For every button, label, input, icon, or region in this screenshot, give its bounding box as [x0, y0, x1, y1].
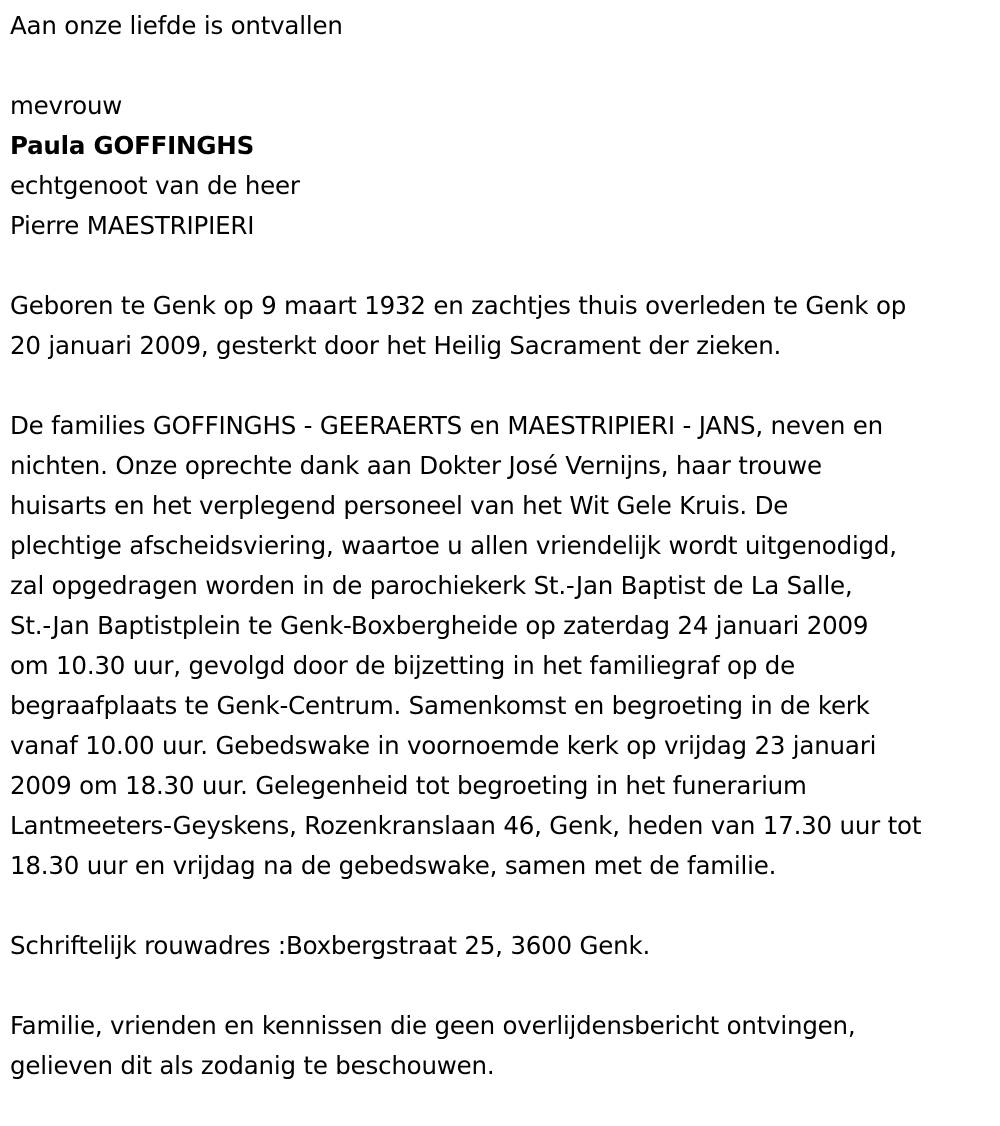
- spouse-label: echtgenoot van de heer: [10, 171, 300, 200]
- family-line: zal opgedragen worden in de parochiekerk St.-Jan Baptist de La Salle,: [10, 571, 853, 600]
- obituary-notice: [10, 6, 995, 1086]
- birth-death-line: Geboren te Genk op 9 maart 1932 en zachtjes thuis overleden te Genk op: [10, 291, 907, 320]
- family-line: begraafplaats te Genk-Centrum. Samenkomst en begroeting in de kerk: [10, 691, 870, 720]
- family-line: De families GOFFINGHS - GEERAERTS en MAESTRIPIERI - JANS, neven en: [10, 411, 883, 440]
- deceased-name: Paula GOFFINGHS: [10, 131, 255, 160]
- title-prefix: mevrouw: [10, 91, 123, 120]
- closing-line: Familie, vrienden en kennissen die geen overlijdensbericht ontvingen,: [10, 1011, 856, 1040]
- family-line: St.-Jan Baptistplein te Genk-Boxbergheide op zaterdag 24 januari 2009: [10, 611, 869, 640]
- family-line: nichten. Onze oprechte dank aan Dokter José Vernijns, haar trouwe: [10, 451, 822, 480]
- intro-text: Aan onze liefde is ontvallen: [10, 11, 343, 40]
- family-paragraph: [10, 406, 995, 886]
- birth-death-paragraph: [10, 286, 995, 366]
- birth-death-line: 20 januari 2009, gesterkt door het Heilig Sacrament der zieken.: [10, 331, 782, 360]
- closing-line: gelieven dit als zodanig te beschouwen.: [10, 1051, 495, 1080]
- family-line: Lantmeeters-Geyskens, Rozenkranslaan 46, Genk, heden van 17.30 uur tot: [10, 811, 922, 840]
- mourning-address: Schriftelijk rouwadres :Boxbergstraat 25, 3600 Genk.: [10, 931, 651, 960]
- family-line: 18.30 uur en vrijdag na de gebedswake, samen met de familie.: [10, 851, 777, 880]
- spouse-name: Pierre MAESTRIPIERI: [10, 211, 255, 240]
- family-line: plechtige afscheidsviering, waartoe u allen vriendelijk wordt uitgenodigd,: [10, 531, 897, 560]
- closing-paragraph: [10, 1006, 995, 1086]
- family-line: 2009 om 18.30 uur. Gelegenheid tot begroeting in het funerarium: [10, 771, 807, 800]
- family-line: huisarts en het verplegend personeel van het Wit Gele Kruis. De: [10, 491, 789, 520]
- family-line: vanaf 10.00 uur. Gebedswake in voornoemde kerk op vrijdag 23 januari: [10, 731, 877, 760]
- family-line: om 10.30 uur, gevolgd door de bijzetting in het familiegraf op de: [10, 651, 795, 680]
- address-paragraph: [10, 926, 995, 966]
